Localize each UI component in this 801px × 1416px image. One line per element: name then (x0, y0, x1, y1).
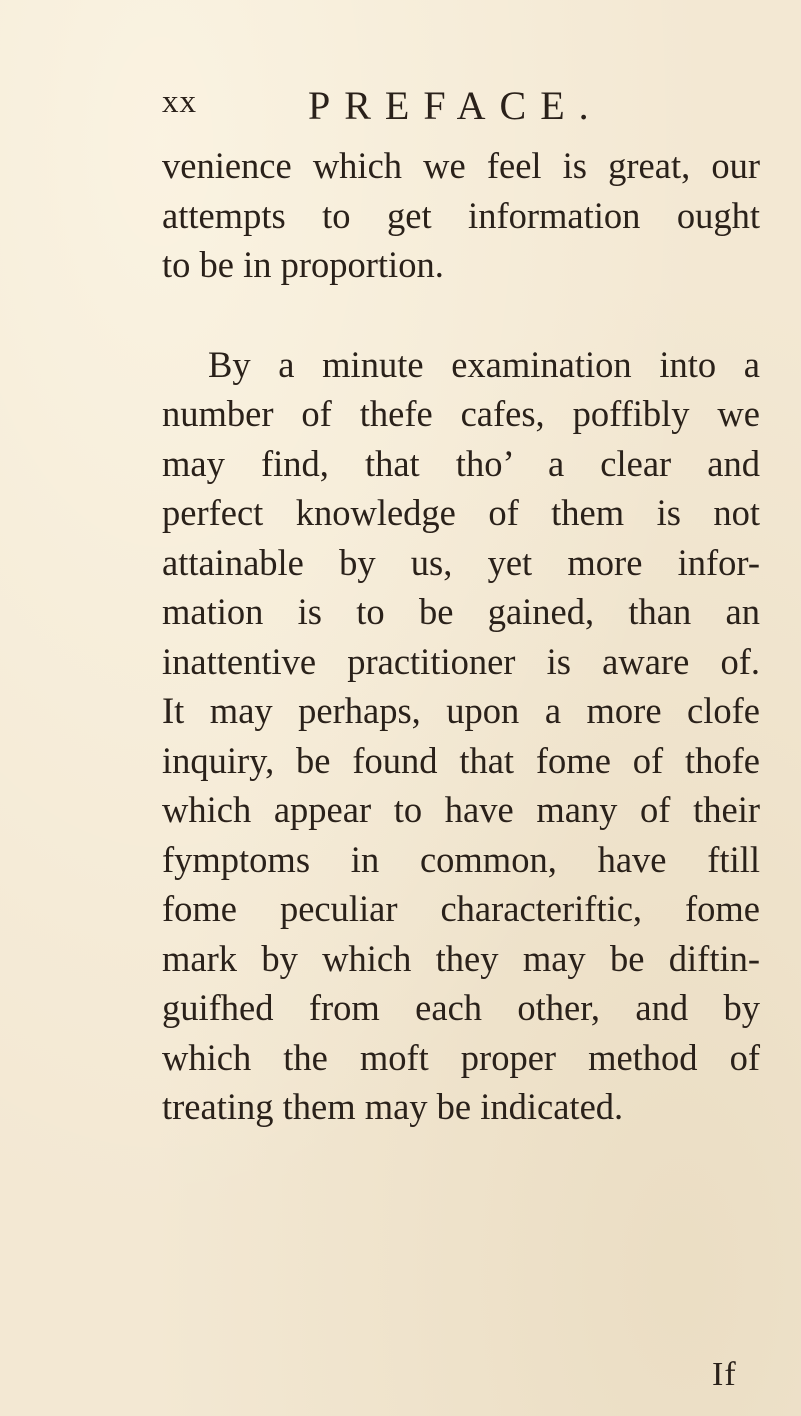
text-line: fymptoms in common, have ftill (162, 838, 760, 880)
text-line: inattentive practitioner is aware of. (162, 640, 760, 682)
text-line: attainable by us, yet more infor- (162, 541, 760, 583)
text-line: fome peculiar characteriftic, fome (162, 888, 760, 929)
text-line: mark by which they may be diftin- (162, 937, 760, 979)
text-line: may find, that tho’ a clear and (162, 442, 760, 484)
catchword: If (712, 1356, 737, 1393)
text-line: It may perhaps, upon a more clofe (162, 690, 760, 731)
body-text (162, 141, 760, 1132)
text-line: which appear to have many of their (162, 789, 760, 830)
text-line: perfect knowledge of them is not (162, 492, 760, 533)
page-header (162, 82, 761, 132)
text-line: treating them may be indicated. (162, 1086, 624, 1127)
text-line: which the moft proper method of (162, 1036, 760, 1078)
paragraph-2 (162, 340, 760, 1132)
paragraph-gap (162, 290, 760, 340)
text-line: number of thefe cafes, poffibly we (162, 393, 760, 434)
text-line: to be in proportion. (162, 244, 444, 285)
text-line: mation is to be gained, than an (162, 591, 760, 632)
text-line: By a minute examination into a (208, 343, 760, 385)
page-number: xx (162, 84, 197, 120)
text-line: inquiry, be found that fome of thofe (162, 739, 760, 781)
text-line: attempts to get information ought (162, 194, 760, 236)
text-line: guifhed from each other, and by (162, 987, 760, 1028)
paragraph-1 (162, 141, 760, 290)
running-title: PREFACE. (308, 83, 603, 128)
text-line: venience which we feel is great, our (162, 145, 760, 186)
